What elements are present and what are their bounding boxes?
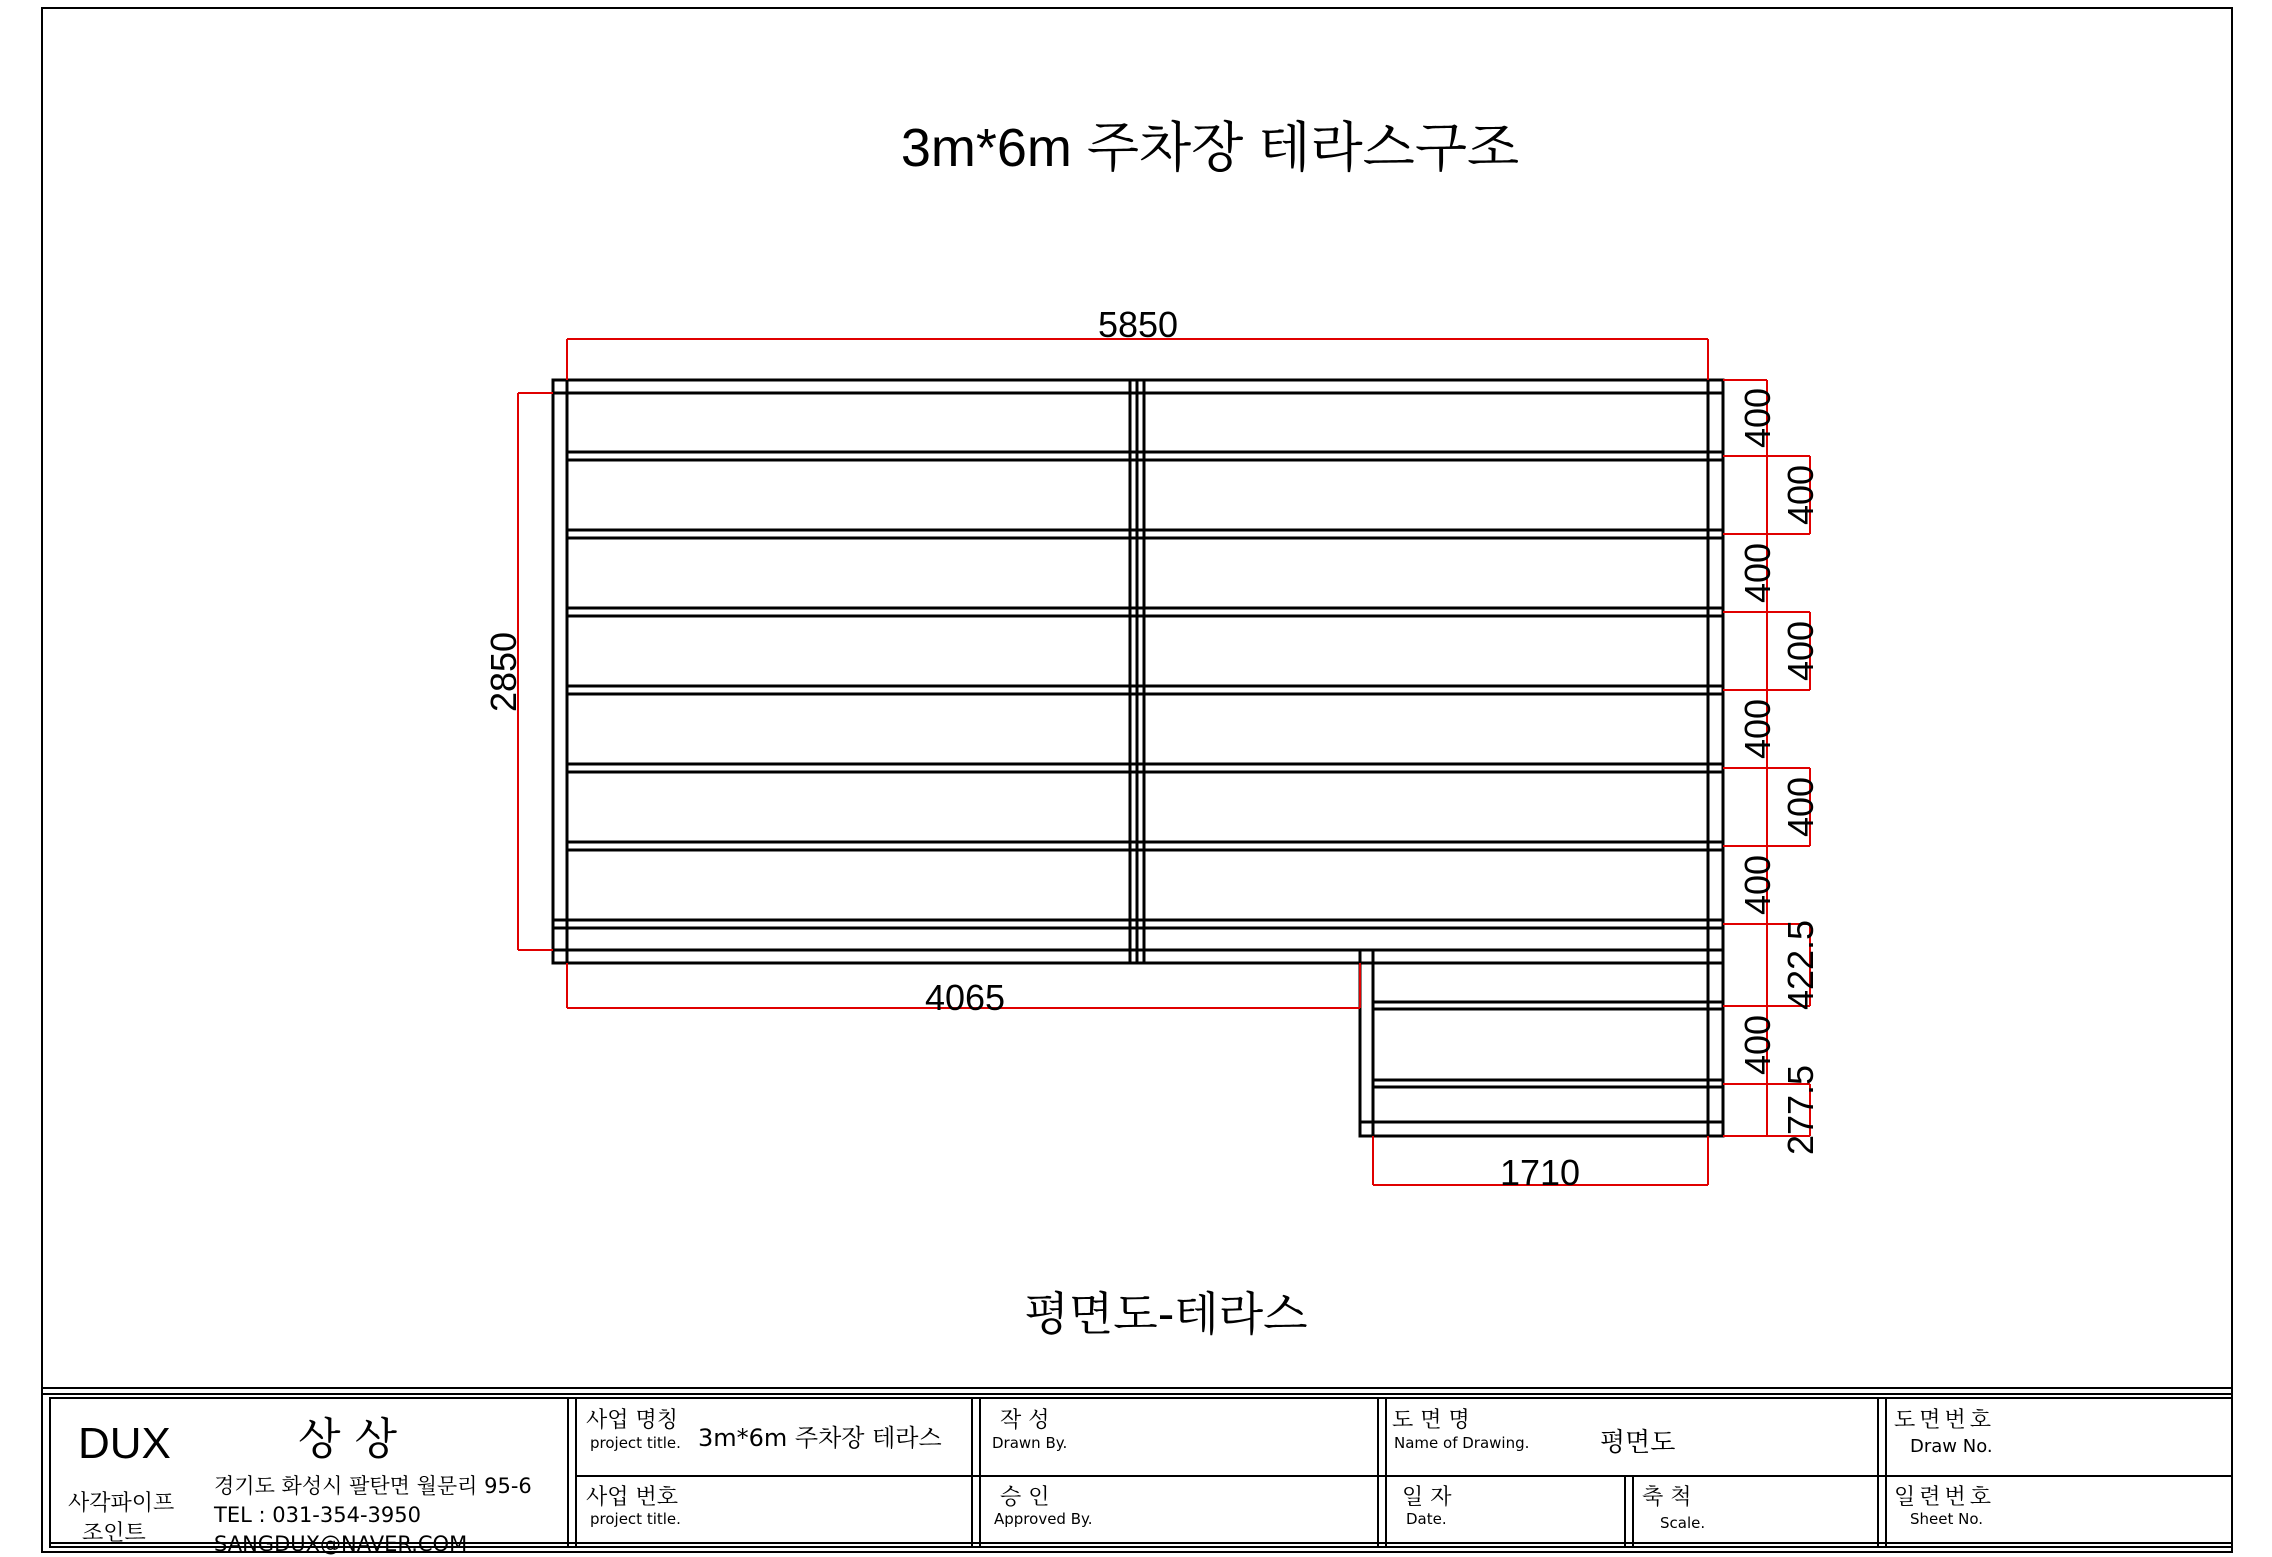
dim-top-width: 5850 — [1097, 304, 1179, 345]
scale-label: 축 척 — [1642, 1485, 1692, 1510]
dim-right-2: 400 — [1780, 464, 1821, 526]
draw-no-label: 도면번호 — [1894, 1408, 1996, 1433]
dim-bottom-main: 4065 — [924, 977, 1006, 1018]
company-sub2: 조인트 — [82, 1521, 146, 1546]
view-label: 평면도-테라스 — [1024, 1287, 1308, 1341]
dim-right-10: 277.5 — [1780, 1064, 1821, 1156]
dim-right-1: 400 — [1737, 387, 1778, 449]
drawing-name-label: 도 면 명 — [1392, 1408, 1470, 1433]
company-email: SANGDUX@NAVER.COM — [214, 1532, 468, 1556]
project-name-sub: project title. — [590, 1434, 681, 1452]
drawing-title: 3m*6m 주차장 테라스구조 — [900, 118, 1520, 178]
terrace-plan — [553, 380, 1723, 1136]
company-logo: DUX — [78, 1419, 171, 1468]
dim-right-8: 422.5 — [1780, 919, 1821, 1011]
dim-right-9: 400 — [1737, 1014, 1778, 1076]
company-tel: TEL : 031-354-3950 — [214, 1503, 421, 1527]
project-name-value: 3m*6m 주차장 테라스 — [698, 1424, 942, 1452]
dim-right-6: 400 — [1780, 776, 1821, 838]
drawing-name-value: 평면도 — [1600, 1428, 1676, 1458]
dim-right-5: 400 — [1737, 698, 1778, 760]
company-sub1: 사각파이프 — [68, 1491, 175, 1516]
drawn-sub: Drawn By. — [992, 1434, 1068, 1452]
date-label: 일 자 — [1402, 1485, 1452, 1510]
draw-no-sub: Draw No. — [1910, 1436, 1993, 1457]
dim-right-7: 400 — [1737, 854, 1778, 916]
approved-label: 승 인 — [1000, 1485, 1050, 1510]
sheet-no-sub: Sheet No. — [1910, 1510, 1984, 1528]
dim-left-height: 2850 — [483, 631, 524, 713]
project-name-label: 사업 명칭 — [586, 1408, 679, 1433]
sheet-no-label: 일련번호 — [1894, 1485, 1996, 1510]
company-address: 경기도 화성시 팔탄면 월문리 95-6 — [214, 1474, 532, 1498]
drawn-label: 작 성 — [1000, 1408, 1050, 1433]
approved-sub: Approved By. — [994, 1510, 1093, 1528]
extension-frame — [1360, 950, 1723, 1136]
drawing-name-sub: Name of Drawing. — [1394, 1434, 1530, 1452]
dim-right-3: 400 — [1737, 542, 1778, 604]
project-no-sub: project title. — [590, 1510, 681, 1528]
scale-sub: Scale. — [1660, 1514, 1706, 1532]
date-sub: Date. — [1406, 1510, 1447, 1528]
dim-right-4: 400 — [1780, 620, 1821, 682]
dim-bottom-ext: 1710 — [1499, 1152, 1581, 1193]
company-name: 상 상 — [298, 1414, 397, 1465]
project-no-label: 사업 번호 — [586, 1485, 679, 1510]
dimension-lines — [518, 339, 1810, 1185]
